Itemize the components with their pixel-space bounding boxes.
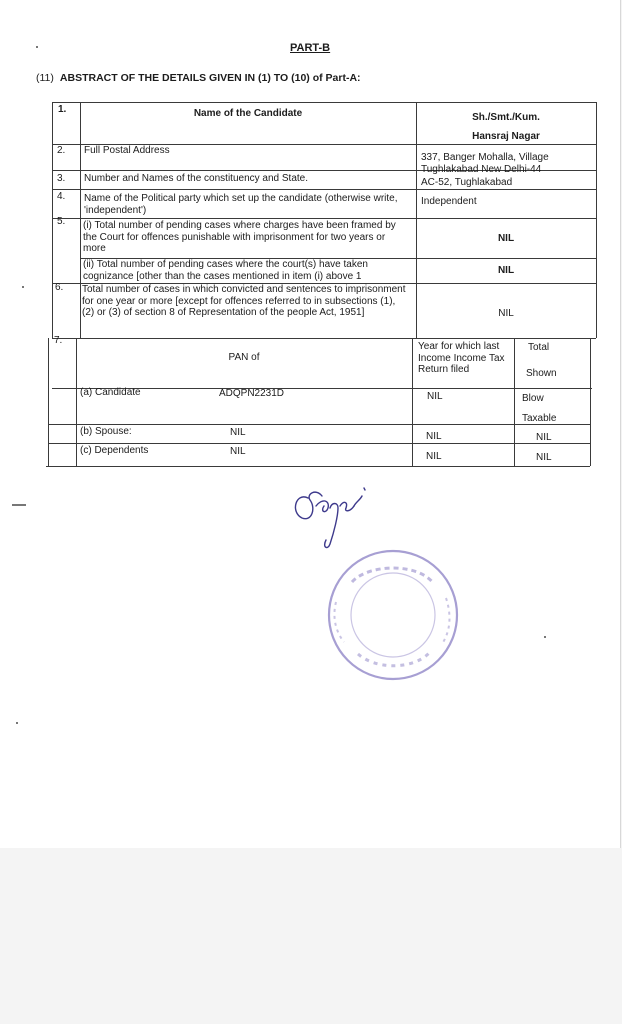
scan-mark — [544, 636, 546, 638]
pending-cases-i-value: NIL — [497, 233, 515, 244]
pending-cases-i-label: (i) Total number of pending cases where charges have been framed by the Court for offences punishable with imprisonment for two years or more — [83, 220, 396, 254]
abstract-title: ABSTRACT OF THE DETAILS GIVEN IN (1) TO (10) of Part-A: — [59, 72, 361, 84]
table-rule — [48, 443, 590, 444]
candidate-return-year: NIL — [427, 391, 443, 402]
candidate-name: Hansraj Nagar — [472, 131, 540, 142]
convicted-cases-value: NIL — [498, 308, 514, 319]
convicted-cases-label: Total number of cases in which convicted and sentences to imprisonment for one year or more [except for offences referred to in subsections (1), (2) or (3) of section 8 of Representation of the people Act, 1951] — [82, 284, 406, 318]
row-number: 7. — [54, 335, 63, 346]
scan-mark — [36, 46, 38, 48]
table-rule — [48, 338, 49, 466]
table-rule — [80, 102, 81, 338]
candidate-name-label: Name of the Candidate — [193, 108, 303, 119]
candidate-total-line1: Blow — [522, 393, 544, 404]
spouse-row-label: (b) Spouse: — [80, 426, 132, 437]
candidate-row-label: (a) Candidate — [80, 387, 141, 398]
political-party-label: Name of the Political party which set up the candidate (otherwise write, 'independent') — [84, 193, 398, 216]
spouse-total: NIL — [536, 432, 552, 443]
seal-stamp — [322, 546, 464, 684]
candidate-title: Sh./Smt./Kum. — [472, 112, 540, 123]
table-rule — [52, 189, 596, 190]
scan-mark — [12, 504, 26, 506]
table-rule — [514, 338, 515, 466]
row-number: 3. — [57, 173, 66, 184]
table-rule — [46, 466, 590, 467]
dependents-pan: NIL — [230, 446, 246, 457]
constituency-value: AC-52, Tughlakabad — [421, 177, 513, 188]
spouse-return-year: NIL — [426, 431, 442, 442]
total-header-line1: Total — [528, 342, 550, 353]
return-year-header: Year for which last Income Income Tax Return filed — [418, 341, 505, 375]
table-rule — [52, 102, 53, 338]
table-rule — [412, 338, 413, 466]
scan-mark — [22, 286, 24, 288]
table-rule — [48, 424, 590, 425]
pending-cases-ii-value: NIL — [497, 265, 515, 276]
abstract-number: (11) — [36, 72, 54, 84]
row-number: 5. — [57, 216, 66, 227]
postal-address-label: Full Postal Address — [84, 145, 170, 156]
spouse-pan: NIL — [230, 427, 246, 438]
abstract-heading — [36, 72, 361, 84]
table-rule — [52, 218, 596, 219]
row-number: 2. — [57, 145, 66, 156]
scan-mark — [16, 722, 18, 724]
table-rule — [52, 102, 596, 103]
pending-cases-ii-label: (ii) Total number of pending cases where the court(s) have taken cognizance [other than the cases mentioned in item (i) above 1 — [83, 259, 368, 282]
constituency-label: Number and Names of the constituency and State. — [84, 173, 309, 184]
row-number: 4. — [57, 191, 66, 202]
dependents-return-year: NIL — [426, 451, 442, 462]
dependents-total: NIL — [536, 452, 552, 463]
pan-header: PAN of — [228, 352, 260, 363]
candidate-pan: ADQPN2231D — [219, 388, 285, 399]
political-party-value: Independent — [421, 196, 477, 207]
table-rule — [596, 102, 597, 338]
postal-address-value: 337, Banger Mohalla, Village Tughlakabad New Delhi-44 — [421, 152, 549, 175]
total-header-line2: Shown — [526, 368, 557, 379]
part-title: PART-B — [290, 42, 331, 54]
signature-image — [286, 478, 376, 556]
row-number: 6. — [55, 282, 64, 293]
dependents-row-label: (c) Dependents — [80, 445, 149, 456]
table-rule — [590, 338, 591, 466]
candidate-total-line2: Taxable — [522, 413, 557, 424]
row-number: 1. — [58, 104, 67, 115]
